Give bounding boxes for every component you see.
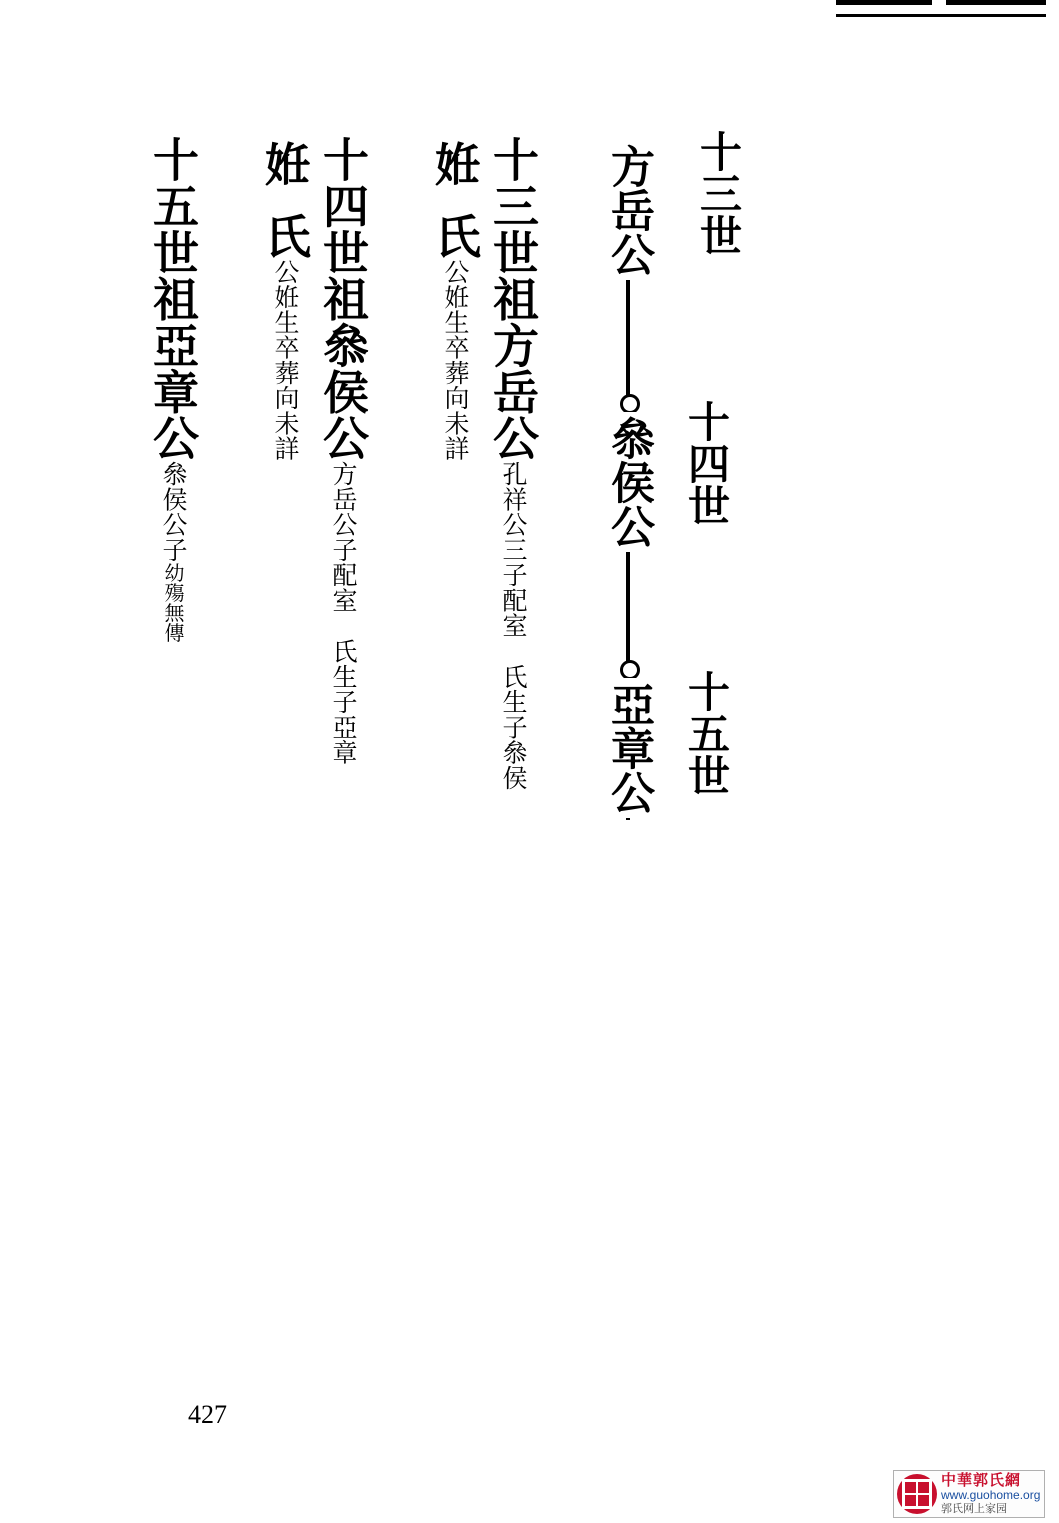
watermark-subtitle: 郭氏网上家园 xyxy=(941,1502,1007,1516)
page-number: 427 xyxy=(188,1400,227,1429)
generation-header-14: 十四世 xyxy=(682,400,731,526)
entry-note: 方岳公子配室 xyxy=(329,461,358,613)
entry-name: 十四世祖叅侯公 xyxy=(316,136,370,462)
entry-surname: 氏 xyxy=(428,212,482,259)
generation-header-15: 十五世 xyxy=(682,670,731,796)
lineage-node-canhou: 叅侯公 xyxy=(596,412,660,552)
seal-icon xyxy=(897,1474,937,1514)
lineage-node-dot-2 xyxy=(620,660,640,680)
entry-13th-ancestor xyxy=(486,136,540,791)
entry-13th-spouse xyxy=(428,140,482,461)
entry-note-2: 氏生子亞章 xyxy=(329,638,358,765)
entry-note-2: 氏生子叅侯 xyxy=(499,663,528,791)
entry-surname: 氏 xyxy=(258,212,312,259)
entry-note: 公姙生卒葬向未詳 xyxy=(441,258,470,461)
entry-note: 叅侯公子 xyxy=(159,461,188,563)
entry-note-2: 幼殤無傳 xyxy=(161,562,185,643)
generation-header-13: 十三世 xyxy=(694,130,743,256)
watermark-title: 中華郭氏網 xyxy=(941,1471,1022,1490)
entry-note: 孔祥公三子配室 xyxy=(499,461,528,638)
entry-name: 姙 xyxy=(428,140,482,187)
entry-14th-spouse xyxy=(258,140,312,461)
entry-15th-ancestor xyxy=(146,136,200,643)
lineage-node-fangyue: 方岳公 xyxy=(596,140,660,280)
lineage-chart xyxy=(596,140,658,820)
lineage-node-yazhang: 亞章公 xyxy=(596,678,660,818)
watermark-url: www.guohome.org xyxy=(941,1488,1041,1503)
lineage-node-dot-1 xyxy=(620,394,640,414)
site-watermark xyxy=(893,1470,1045,1518)
entry-name: 十五世祖亞章公 xyxy=(146,136,200,462)
entry-name: 姙 xyxy=(258,140,312,187)
entry-name: 十三世祖方岳公 xyxy=(486,136,540,462)
entry-note: 公姙生卒葬向未詳 xyxy=(271,258,300,461)
entry-14th-ancestor xyxy=(316,136,370,765)
